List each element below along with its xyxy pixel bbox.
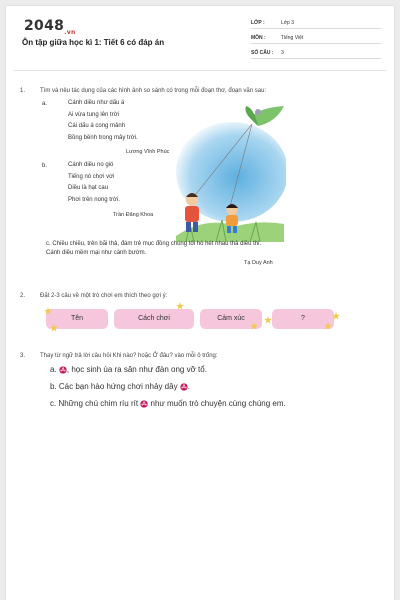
poem-b [68, 160, 120, 206]
meta-value: Tiếng Việt [281, 35, 304, 41]
hint-card-feelings: Cảm xúc [200, 309, 262, 329]
header-divider [14, 70, 386, 71]
part-c-paragraph: c. Chiều chiều, trên bãi thả, đám trẻ mục đồng chúng tôi hò hét nhau thả diều thi. Cánh diều mềm mại như cánh bướm. [46, 241, 262, 256]
sentence-c [50, 399, 286, 408]
question-number: 1. [20, 88, 26, 94]
logo-text: 2048 [24, 18, 65, 34]
star-icon [44, 307, 52, 315]
girl-shirt [226, 215, 238, 226]
sentence-text: b. Các bạn hào hứng chơi nhảy dây [50, 382, 180, 391]
poem-line: Cánh diều no gió [68, 162, 114, 168]
star-icon [324, 322, 332, 330]
paragraph-author: Tạ Duy Anh [244, 260, 273, 266]
boy-shirt [185, 206, 199, 222]
meta-value: 3 [281, 50, 284, 56]
page-title: Ôn tập giữa học kì 1: Tiết 6 có đáp án [22, 38, 165, 47]
meta-value: Lớp 3 [281, 20, 295, 26]
poem-line: Diều là hạt cau [68, 185, 109, 192]
sentence-text: c. Những chú chim ríu rít [50, 399, 141, 408]
hint-card-name: Tên [46, 309, 108, 329]
flower-blank-icon [59, 366, 67, 374]
question-number: 2. [20, 293, 26, 299]
question-text: Thay từ ngữ trả lời câu hỏi Khi nào? hoặc Ở đâu? vào mỗi ô trống: [40, 353, 218, 359]
hint-card-question: ? [272, 309, 334, 329]
poem-author: Lương Vĩnh Phúc [126, 149, 170, 155]
poem-line: Ai vừa tung lên trời [68, 111, 119, 118]
meta-subject-row [251, 33, 381, 44]
poem-line: Bồng bềnh trong mây trời. [68, 134, 138, 141]
question-number: 3. [20, 353, 26, 359]
part-a-label: a. [42, 101, 48, 107]
star-icon [264, 316, 272, 324]
hint-card-how-to-play: Cách chơi [114, 309, 194, 329]
kite-illustration [166, 96, 286, 242]
site-logo[interactable] [24, 18, 76, 36]
question-text: Tìm và nêu tác dụng của các hình ảnh so sánh có trong mỗi đoạn thơ, đoạn văn sau: [40, 88, 267, 94]
sentence-text: a. [50, 365, 59, 374]
sentence-text: . [187, 382, 191, 391]
poem-a [68, 98, 138, 144]
sentence-text: , học sinh ùa ra sân như đàn ong vỡ tổ. [66, 365, 207, 374]
poem-line: Cái dấu á cong mảnh [68, 123, 126, 130]
poem-line: Phơi trên nong trời. [68, 196, 120, 203]
star-icon [332, 312, 340, 320]
poem-author: Trần Đăng Khoa [113, 212, 154, 218]
question-text: Đặt 2-3 câu về một trò chơi em thích theo gợi ý: [40, 293, 168, 299]
sentence-text: như muốn trò chuyện cùng chúng em. [148, 399, 286, 408]
meta-label: LỚP : [251, 20, 265, 26]
meta-class-row [251, 18, 381, 29]
worksheet-page [6, 6, 394, 600]
star-icon [176, 302, 184, 310]
meta-label: SỐ CÂU : [251, 50, 274, 56]
flower-blank-icon [180, 382, 191, 391]
poem-line: Tiếng nó chơi vơi [68, 173, 115, 180]
sentence-b [50, 382, 190, 391]
star-icon [250, 322, 258, 330]
worksheet-header [6, 6, 394, 68]
star-icon [50, 324, 58, 332]
part-b-label: b. [42, 163, 48, 169]
sentence-a [50, 365, 207, 374]
meta-count-row [251, 48, 381, 59]
logo-domain: .vn [64, 28, 76, 36]
poem-line: Cánh diều như dấu á [68, 100, 125, 106]
meta-label: MÔN : [251, 35, 266, 41]
